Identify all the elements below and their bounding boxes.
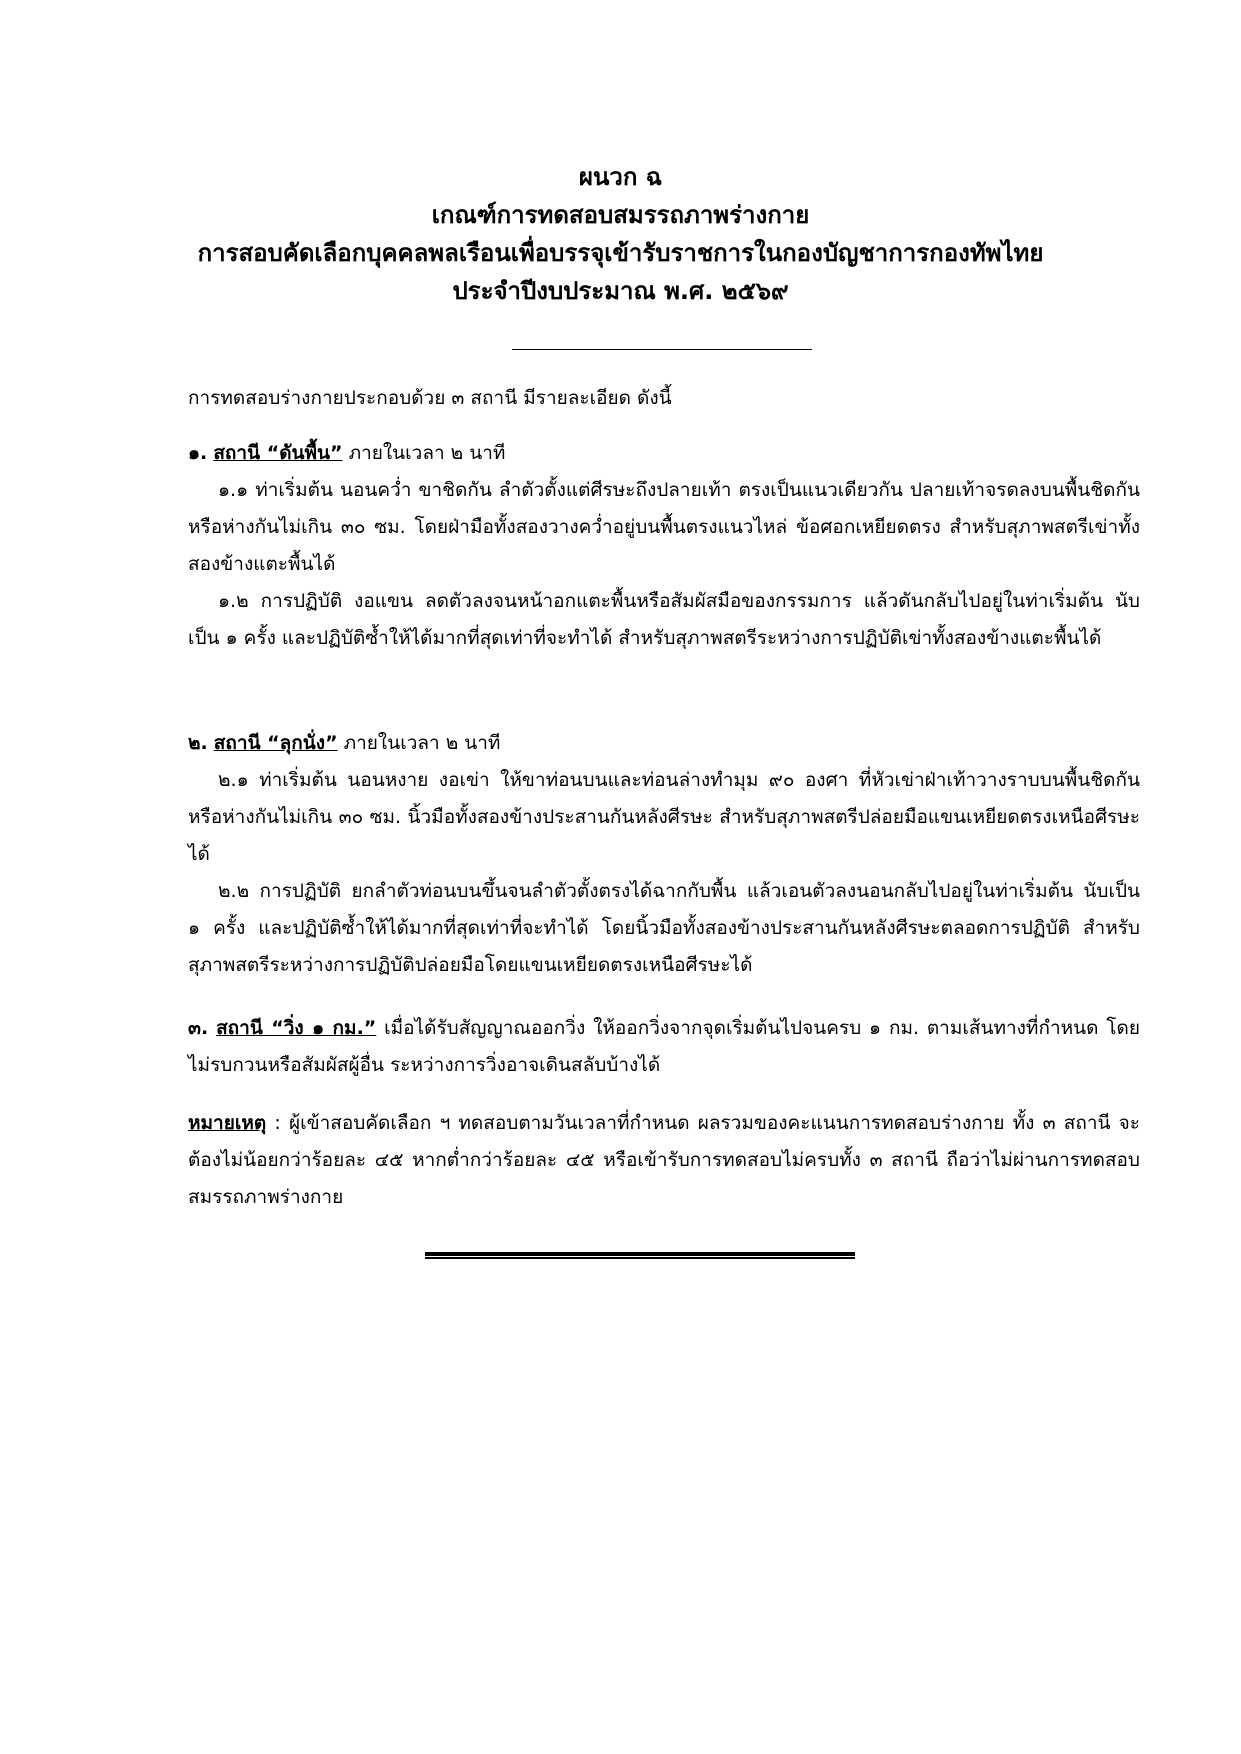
remark-text [188, 1105, 1140, 1216]
section-description: เมื่อได้รับสัญญาณออกวิ่ง ให้ออกวิ่งจากจุดเริ่มต้นไปจนครบ ๑ กม. ตามเส้นทางที่กำหนด โดยไม่รบกวนหรือสัมผัสผู้อื่น ระหว่างการวิ่งอาจเดินสลับบ้างได้ [188, 1017, 1140, 1076]
fiscal-year-title: ประจำปีงบประมาณ พ.ศ. ๒๕๖๙ [452, 277, 789, 305]
section-number: ๑. [188, 442, 208, 464]
end-of-document-divider [425, 1252, 855, 1259]
section-number: ๒. [188, 732, 208, 754]
section-label: สถานี “ดันพื้น” [213, 442, 343, 464]
section-run [188, 1010, 1140, 1084]
section-label: สถานี “วิ่ง ๑ กม.” [216, 1017, 377, 1039]
section-paragraph: ๑.๑ ท่าเริ่มต้น นอนคว่ำ ขาชิดกัน ลำตัวตั้งแต่ศีรษะถึงปลายเท้า ตรงเป็นแนวเดียวกัน ปลายเท้าจรดลงบนพื้นชิดกันหรือห่างกันไม่เกิน ๓๐ ซม. โดยฝ่ามือทั้งสองวางคว่ำอยู่บนพื้นตรงแนวไหล่ ข้อศอกเหยียดตรง สำหรับสุภาพสตรีเข่าทั้งสองข้างแตะพื้นได้ [188, 479, 1140, 575]
section-pushup [188, 435, 1140, 657]
section-paragraph: ๒.๑ ท่าเริ่มต้น นอนหงาย งอเข่า ให้ขาท่อนบนและท่อนล่างทำมุม ๙๐ องศา ที่หัวเข่าฝ่าเท้าวางราบบนพื้นชิดกันหรือห่างกันไม่เกิน ๓๐ ซม. นิ้วมือทั้งสองข้างประสานกันหลังศีรษะ สำหรับสุภาพสตรีปล่อยมือแขนเหยียดตรงเหนือศีรษะได้ [188, 769, 1140, 865]
section-situp [188, 725, 1140, 984]
section-heading [188, 435, 1140, 472]
intro-text: การทดสอบร่างกายประกอบด้วย ๓ สถานี มีรายละเอียด ดังนี้ [188, 387, 672, 409]
header-divider [512, 349, 812, 350]
section-time-limit: ภายในเวลา ๒ นาที [348, 442, 506, 464]
remark-body: : ผู้เข้าสอบคัดเลือก ฯ ทดสอบตามวันเวลาที่กำหนด ผลรวมของคะแนนการทดสอบร่างกาย ทั้ง ๓ สถานี จะต้องไม่น้อยกว่าร้อยละ ๔๕ หากต่ำกว่าร้อยละ ๔๕ หรือเข้ารับการทดสอบไม่ครบทั้ง ๓ สถานี ถือว่าไม่ผ่านการทดสอบสมรรถภาพร่างกาย [188, 1112, 1140, 1208]
remark-label: หมายเหตุ [188, 1112, 267, 1134]
section-paragraph: ๑.๒ การปฏิบัติ งอแขน ลดตัวลงจนหน้าอกแตะพื้นหรือสัมผัสมือของกรรมการ แล้วดันกลับไปอยู่ในท่าเริ่มต้น นับเป็น ๑ ครั้ง และปฏิบัติซ้ำให้ได้มากที่สุดเท่าที่จะทำได้ สำหรับสุภาพสตรีระหว่างการปฏิบัติเข่าทั้งสองข้างแตะพื้นได้ [188, 590, 1140, 649]
document-header [0, 158, 1241, 310]
section-number: ๓. [188, 1017, 209, 1039]
section-heading [188, 725, 1140, 762]
criteria-title: เกณฑ์การทดสอบสมรรถภาพร่างกาย [431, 201, 810, 229]
remark-block [188, 1105, 1140, 1216]
section-label: สถานี “ลุกนั่ง” [213, 732, 338, 754]
exam-title: การสอบคัดเลือกบุคคลพลเรือนเพื่อบรรจุเข้ารับราชการในกองบัญชาการกองทัพไทย [197, 239, 1044, 267]
section-time-limit: ภายในเวลา ๒ นาที [343, 732, 501, 754]
section-run-text [188, 1010, 1140, 1084]
section-paragraph: ๒.๒ การปฏิบัติ ยกลำตัวท่อนบนขึ้นจนลำตัวตั้งตรงได้ฉากกับพื้น แล้วเอนตัวลงนอนกลับไปอยู่ในท่าเริ่มต้น นับเป็น ๑ ครั้ง และปฏิบัติซ้ำให้ได้มากที่สุดเท่าที่จะทำได้ โดยนิ้วมือทั้งสองข้างประสานกันหลังศีรษะตลอดการปฏิบัติ สำหรับสุภาพสตรีระหว่างการปฏิบัติปล่อยมือโดยแขนเหยียดตรงเหนือศีรษะได้ [188, 880, 1140, 976]
annex-title: ผนวก ฉ [578, 163, 663, 191]
